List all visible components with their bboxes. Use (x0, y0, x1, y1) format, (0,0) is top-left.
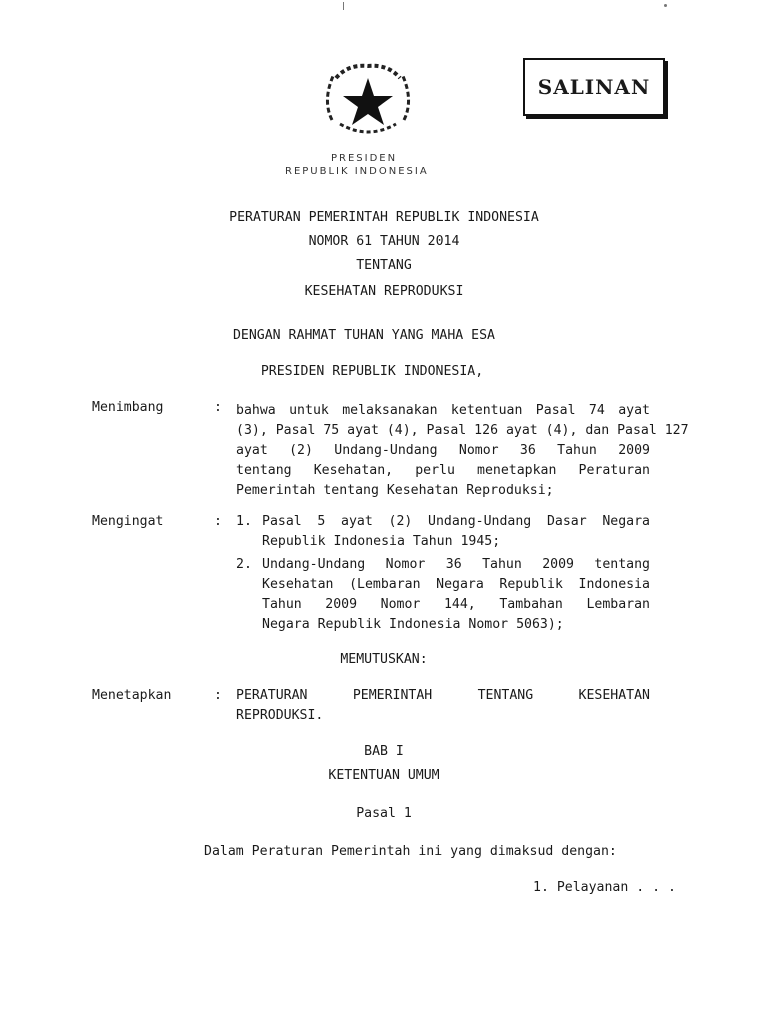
text-line: bahwa untuk melaksanakan ketentuan Pasal 74 ayat (236, 403, 650, 418)
scan-mark (343, 2, 344, 10)
regulation-subject: KESEHATAN REPRODUKSI (304, 284, 464, 299)
regulation-tentang: TENTANG (356, 258, 412, 273)
page-continuation: 1. Pelayanan . . . (533, 880, 676, 895)
salinan-stamp: SALINAN (523, 58, 665, 116)
text-line: PERATURAN PEMERINTAH TENTANG KESEHATAN (236, 688, 650, 703)
menimbang-colon: : (214, 400, 222, 415)
regulation-title: PERATURAN PEMERINTAH REPUBLIK INDONESIA (229, 210, 539, 225)
bab-title: KETENTUAN UMUM (328, 768, 440, 783)
text-line: REPRODUKSI. (236, 708, 324, 723)
text-line: tentang Kesehatan, perlu menetapkan Peraturan (236, 463, 650, 478)
menimbang-label: Menimbang (92, 400, 164, 415)
scan-mark (664, 4, 667, 7)
menimbang-text (236, 401, 689, 501)
text-line: Pasal 5 ayat (2) Undang-Undang Dasar Negara (262, 514, 650, 529)
mengingat-item-number: 2. (236, 557, 252, 572)
definitions-intro: Dalam Peraturan Pemerintah ini yang dimaksud dengan: (204, 844, 617, 859)
mengingat-colon: : (214, 514, 222, 529)
menetapkan-colon: : (214, 688, 222, 703)
president-heading-line2: REPUBLIK INDONESIA (285, 166, 429, 177)
garuda-star-emblem (318, 60, 418, 142)
president-heading-line1: PRESIDEN (331, 153, 398, 164)
text-line: (3), Pasal 75 ayat (4), Pasal 126 ayat (4), dan Pasal 127 (236, 423, 689, 438)
mengingat-item-number: 1. (236, 514, 252, 529)
text-line: Republik Indonesia Tahun 1945; (262, 534, 501, 549)
regulation-number: NOMOR 61 TAHUN 2014 (308, 234, 460, 249)
menetapkan-text (236, 686, 650, 726)
mengingat-item-2 (262, 555, 650, 635)
mengingat-item-1 (262, 512, 650, 552)
text-line: Kesehatan (Lembaran Negara Republik Indonesia (262, 577, 650, 592)
text-line: Pemerintah tentang Kesehatan Reproduksi; (236, 483, 554, 498)
pasal-heading: Pasal 1 (356, 806, 412, 821)
menetapkan-label: Menetapkan (92, 688, 172, 703)
text-line: Tahun 2009 Nomor 144, Tambahan Lembaran (262, 597, 650, 612)
text-line: Negara Republik Indonesia Nomor 5063); (262, 617, 564, 632)
authority-line: PRESIDEN REPUBLIK INDONESIA, (260, 364, 484, 379)
bab-number: BAB I (364, 744, 404, 759)
text-line: ayat (2) Undang-Undang Nomor 36 Tahun 2009 (236, 443, 650, 458)
blessing-line: DENGAN RAHMAT TUHAN YANG MAHA ESA (232, 328, 495, 343)
text-line: Undang-Undang Nomor 36 Tahun 2009 tentang (262, 557, 650, 572)
memutuskan-heading: MEMUTUSKAN: (340, 652, 428, 667)
mengingat-label: Mengingat (92, 514, 164, 529)
